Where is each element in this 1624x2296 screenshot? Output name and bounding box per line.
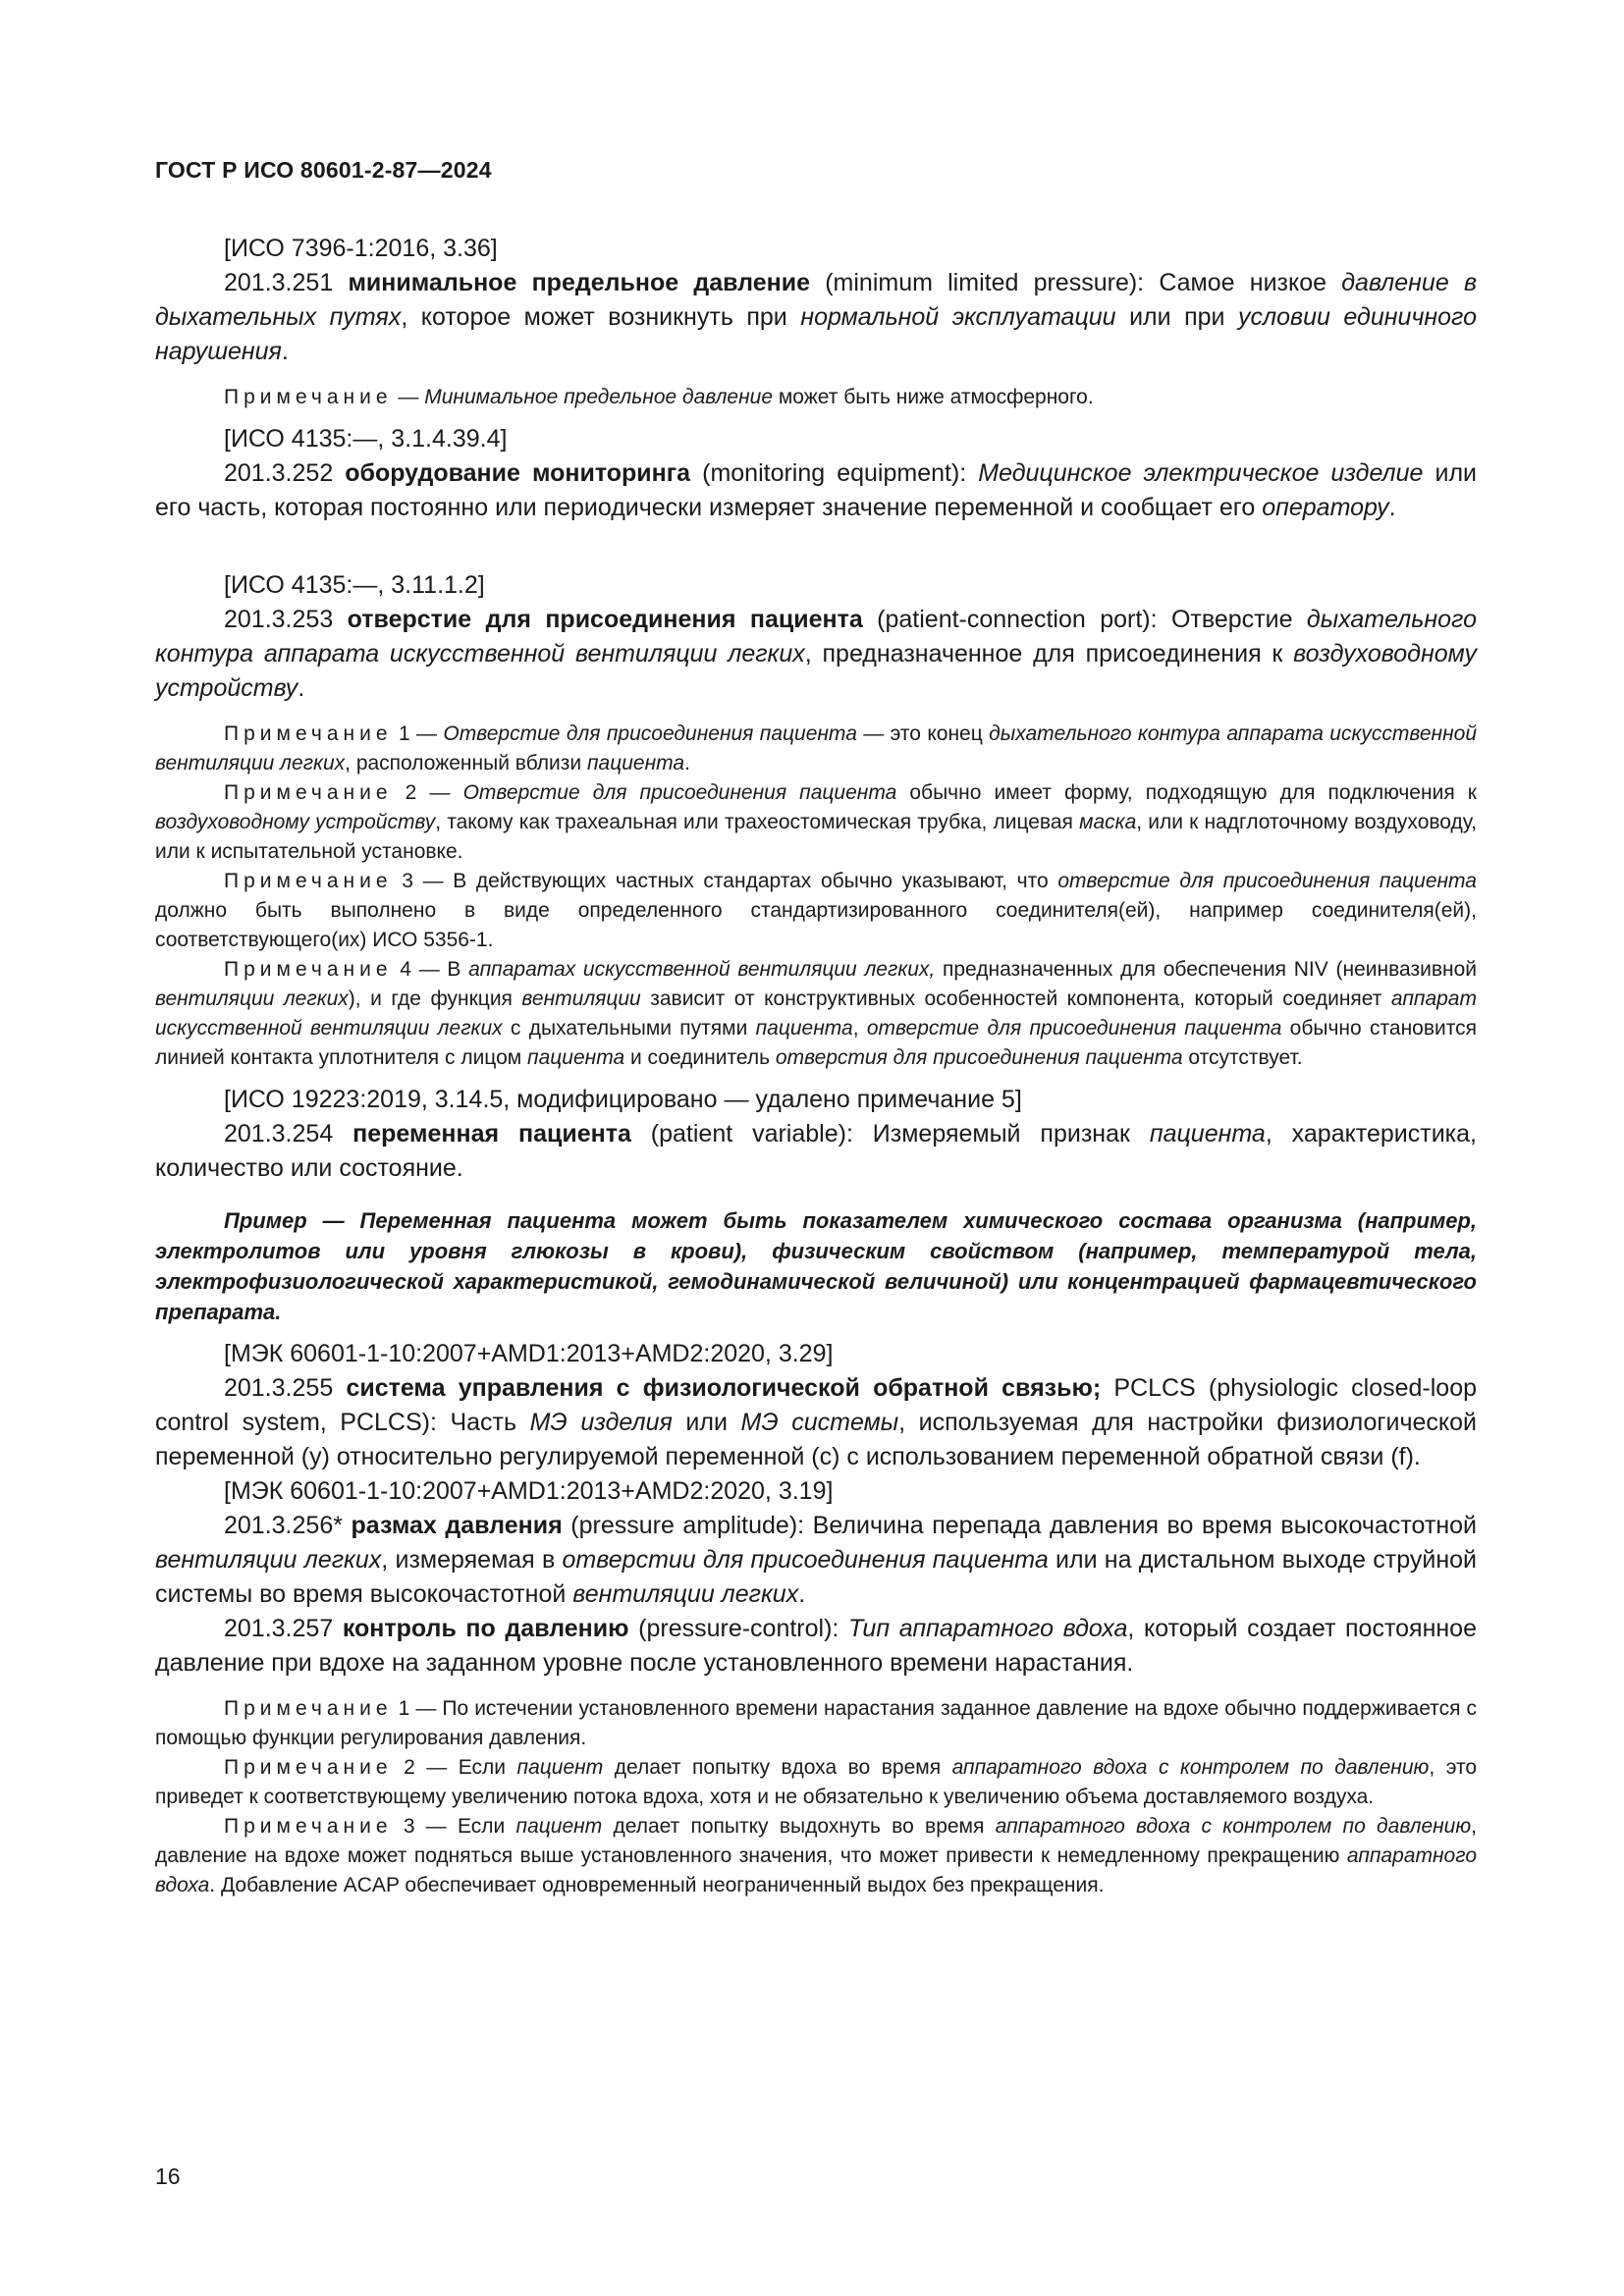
note-label: Примечание (224, 781, 393, 804)
paragraph-spacer (155, 525, 1477, 559)
note (155, 1694, 1477, 1753)
source-reference: [ИСО 19223:2019, 3.14.5, модифицировано — удалено примечание 5] (224, 1086, 1022, 1113)
document-header: ГОСТ Р ИСО 80601-2-87—2024 (155, 157, 492, 183)
note-text: 3 — Если пациент делает попытку выдохнуть во время аппаратного вдоха с контролем по давлению, давление на вдохе может подняться выше установленного значения, что может привести к немедленному прекращению аппаратного вдоха. Добавление ACAP обеспечивает одновременный неограниченный выдох без прекращения. (155, 1815, 1477, 1896)
term-definition: 201.3.251 минимальное предельное давление (minimum limited pressure): Самое низкое давление в дыхательных путях, которое может возникнуть при нормальной эксплуатации или при условии единичного нарушения. (155, 269, 1477, 365)
note-label: Примечание (224, 722, 393, 745)
note (155, 778, 1477, 867)
note-text: 4 — В аппаратах искусственной вентиляции легких, предназначенных для обеспечения NIV (неинвазивной вентиляции легких), и где функция вентиляции зависит от конструктивных особенностей компонента, который соединяет аппарат искусственной вентиляции легких с дыхательными путями пациента, отверстие для присоединения пациента обычно становится линией контакта уплотнителя с лицом пациента и соединитель отверстия для присоединения пациента отсутствует. (155, 958, 1477, 1069)
note (155, 720, 1477, 778)
note-label: Примечание (224, 1756, 393, 1779)
term-definition: 201.3.257 контроль по давлению (pressure-control): Тип аппаратного вдоха, который создает постоянное давление при вдохе на заданном уровне после установленного времени нарастания. (155, 1615, 1477, 1677)
note (155, 1812, 1477, 1900)
term-definition: 201.3.252 оборудование мониторинга (monitoring equipment): Медицинское электрическое изделие или его часть, которая постоянно или периодически измеряет значение переменной и сообщает его оператору. (155, 459, 1477, 521)
note-label: Примечание (224, 1815, 393, 1838)
source-reference: [ИСО 4135:—, 3.1.4.39.4] (224, 425, 508, 453)
note (155, 867, 1477, 955)
page-number: 16 (155, 2163, 181, 2189)
note-label: Примечание (224, 870, 393, 892)
source-reference: [МЭК 60601-1-10:2007+AMD1:2013+AMD2:2020, 3.19] (224, 1477, 834, 1505)
source-reference: [МЭК 60601-1-10:2007+AMD1:2013+AMD2:2020, 3.29] (224, 1340, 834, 1367)
note-text: 1 — Отверстие для присоединения пациента — это конец дыхательного контура аппарата искусственной вентиляции легких, расположенный вблизи пациента. (155, 722, 1478, 774)
note-text: 2 — Отверстие для присоединения пациента обычно имеет форму, подходящую для подключения к воздуховодному устройству, такому как трахеальная или трахеостомическая трубка, лицевая маска, или к надглоточному воздуховоду, или к испытательной установке. (155, 781, 1477, 863)
term-definition: 201.3.254 переменная пациента (patient variable): Измеряемый признак пациента, характеристика, количество или состояние. (155, 1120, 1478, 1182)
document-body (155, 222, 1477, 1900)
example: Пример — Переменная пациента может быть показателем химического состава организма (например, электролитов или уровня глюкозы в крови), физическим свойством (например, температурой тела, электрофизиологической характеристикой, гемодинамической величиной) или концентрацией фармацевтического препарата. (155, 1208, 1477, 1324)
term-definition: 201.3.253 отверстие для присоединения пациента (patient-connection port): Отверстие дыхательного контура аппарата искусственной вентиляции легких, предназначенное для присоединения к воздуховодному устройству. (155, 606, 1478, 702)
note (155, 383, 1477, 412)
note (155, 955, 1477, 1073)
note-text: 3 — В действующих частных стандартах обычно указывают, что отверстие для присоединения пациента должно быть выполнено в виде определенного стандартизированного соединителя(ей), например соединителя(ей), соответствующего(их) ИСО 5356-1. (155, 870, 1477, 951)
source-reference: [ИСО 4135:—, 3.11.1.2] (224, 571, 485, 599)
note-text: 2 — Если пациент делает попытку вдоха во время аппаратного вдоха с контролем по давлению, это приведет к соответствующему увеличению потока вдоха, хотя и не обязательно к увеличению объема доставляемого воздуха. (155, 1756, 1478, 1808)
note-label: Примечание (224, 386, 393, 408)
note (155, 1753, 1477, 1812)
note-text: — Минимальное предельное давление может быть ниже атмосферного. (392, 386, 1094, 408)
term-definition: 201.3.256* размах давления (pressure amplitude): Величина перепада давления во время высокочастотной вентиляции легких, измеряемая в отверстии для присоединения пациента или на дистальном выходе струйной системы во время высокочастотной вентиляции легких. (155, 1512, 1477, 1608)
note-text: 1 — По истечении установленного времени нарастания заданное давление на вдохе обычно поддерживается с помощью функции регулирования давления. (155, 1697, 1477, 1749)
term-definition: 201.3.255 система управления с физиологической обратной связью; PCLCS (physiologic closed-loop control system, PCLCS): Часть МЭ изделия или МЭ системы, используемая для настройки физиологической переменной (y) относительно регулируемой переменной (с) с использованием переменной обратной связи (f). (155, 1374, 1478, 1470)
note-label: Примечание (224, 958, 393, 981)
source-reference: [ИСО 7396-1:2016, 3.36] (224, 235, 498, 262)
note-label: Примечание (224, 1697, 393, 1720)
